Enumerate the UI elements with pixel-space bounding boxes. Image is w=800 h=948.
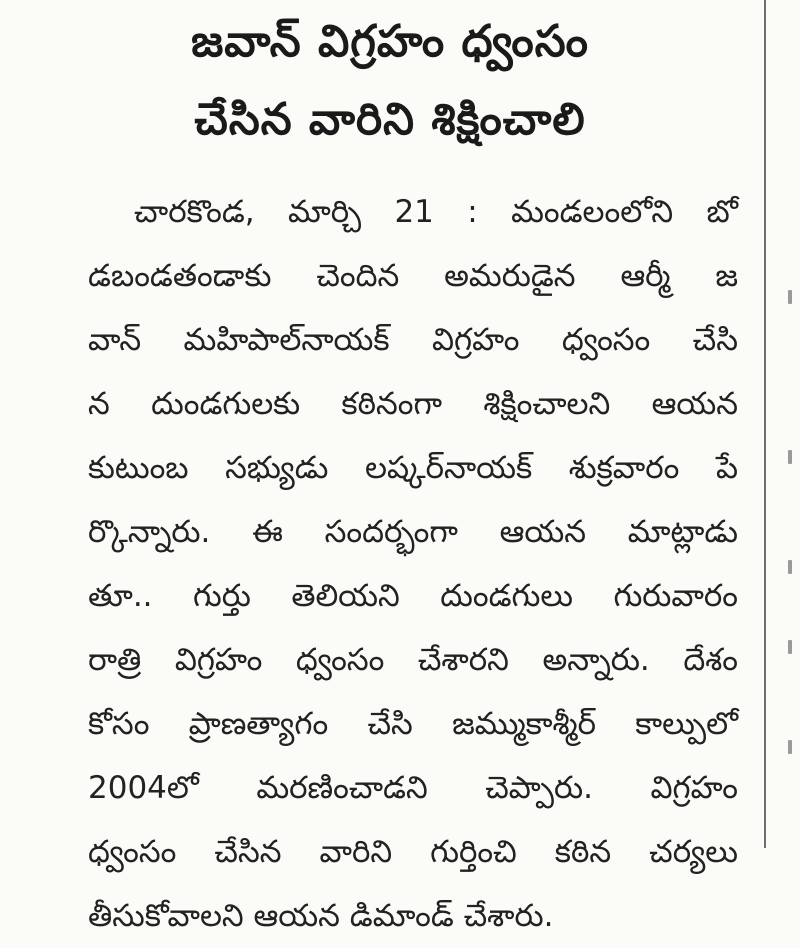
edge-mark: [788, 450, 792, 464]
article-line-2: డబండతండాకు చెందిన అమరుడైన ఆర్మీ జ: [88, 258, 738, 294]
article-line-4: న దుండగులకు కఠినంగా శిక్షించాలని ఆయన: [88, 386, 738, 422]
edge-mark: [788, 290, 792, 304]
headline-line-1: జవాన్ విగ్రహం ధ్వంసం: [191, 16, 589, 67]
article-line-12: తీసుకోవాలని ఆయన డిమాండ్ చేశారు.: [88, 898, 554, 934]
edge-mark: [788, 560, 792, 574]
article-line-10: 2004లో మరణించాడని చెప్పారు. విగ్రహం: [88, 770, 738, 806]
article-line-5: కుటుంబ సభ్యుడు లష్కర్‌నాయక్ శుక్రవారం పే: [88, 450, 738, 486]
adjacent-column-edge: [780, 0, 800, 888]
edge-mark: [788, 640, 792, 654]
article-body: [88, 180, 738, 948]
article-line-3: వాన్ మహిపాల్‌నాయక్ విగ్రహం ధ్వంసం చేసి: [88, 322, 738, 358]
article-line-11: ధ్వంసం చేసిన వారిని గుర్తించి కఠిన చర్యలు: [88, 834, 738, 870]
article-line-1: చారకొండ, మార్చి 21 : మండలంలోని బో: [134, 194, 738, 230]
article-line-8: రాత్రి విగ్రహం ధ్వంసం చేశారని అన్నారు. దేశం: [88, 642, 738, 678]
article-line-9: కోసం ప్రాణత్యాగం చేసి జమ్ముకాశ్మీర్ కాల్పులో: [88, 706, 738, 742]
article-line-6: ర్కొన్నారు. ఈ సందర్భంగా ఆయన మాట్లాడు: [88, 514, 738, 550]
article-line-7: తూ.. గుర్తు తెలియని దుండగులు గురువారం: [88, 578, 738, 614]
edge-mark: [788, 740, 792, 754]
column-divider: [764, 0, 766, 848]
headline-line-2: చేసిన వారిని శిక్షించాలి: [194, 94, 586, 145]
